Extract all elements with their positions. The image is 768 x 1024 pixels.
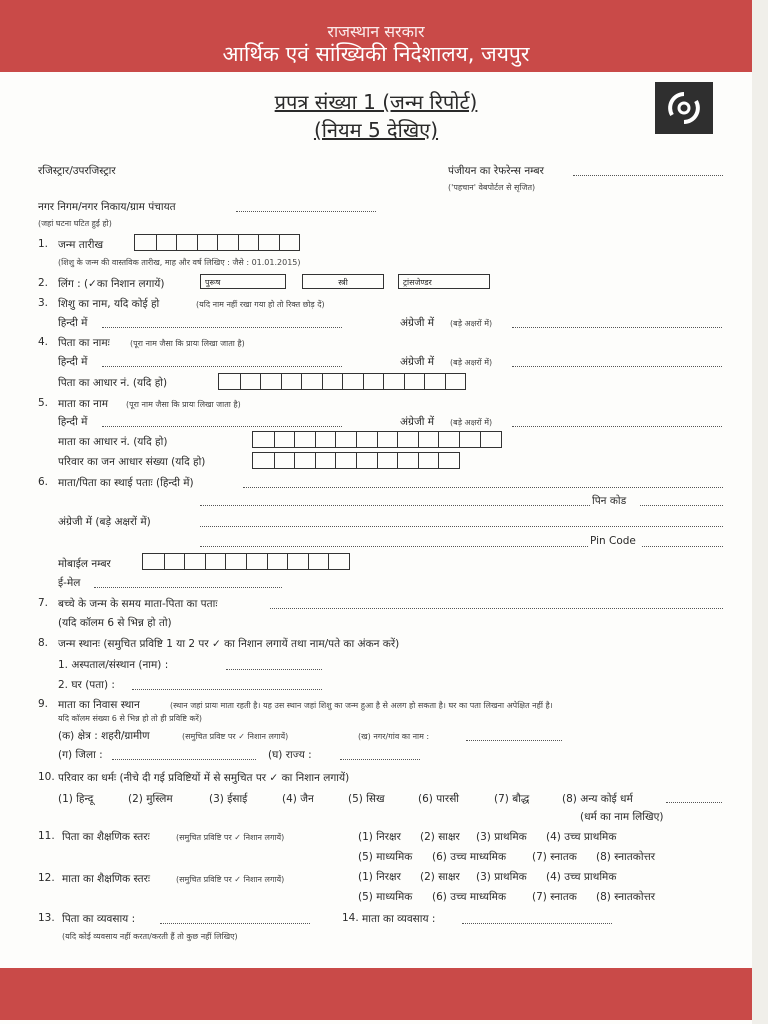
birth-date-note: (शिशु के जन्म की वास्तविक तारीख, माह और वर्ष लिखिए : जैसे : 01.01.2015) <box>58 258 301 267</box>
permanent-address-english-line1[interactable] <box>200 526 723 527</box>
state-field[interactable] <box>340 759 420 760</box>
mother-edu-literate[interactable]: (2) साक्षर <box>420 871 460 883</box>
district-label: (ग) जिला : <box>58 749 103 761</box>
email-label: ई-मेल <box>58 577 81 589</box>
area-note: (समुचित प्रविष्ट पर ✓ निशान लगायें) <box>182 732 289 741</box>
state-label: (घ) राज्य : <box>268 749 312 761</box>
father-education-note: (समुचित प्रविष्टि पर ✓ निशान लगायें) <box>176 833 285 842</box>
registrar-label: रजिस्ट्रार/उपरजिस्ट्रार <box>38 165 116 177</box>
reg-ref-note: ('पहचान' वेबपोर्टल से सृजित) <box>448 183 536 192</box>
mother-edu-secondary[interactable]: (5) माध्यमिक <box>358 891 413 903</box>
religion-label: परिवार का धर्मः (नीचे दी गई प्रविष्टियों में से समुचित पर ✓ का निशान लगायें) <box>58 772 350 784</box>
religion-option-other[interactable]: (8) अन्य कोई धर्म <box>562 793 633 805</box>
father-aadhaar-label: पिता का आधार नं. (यदि हो) <box>58 377 168 389</box>
religion-option-christian[interactable]: (3) ईसाई <box>209 793 248 805</box>
pin-code-english-field[interactable] <box>642 546 723 547</box>
mother-edu-illiterate[interactable]: (1) निरक्षर <box>358 871 401 883</box>
child-name-hindi-label: हिन्दी में <box>58 317 88 329</box>
town-village-field[interactable] <box>466 740 562 741</box>
jan-aadhaar-label: परिवार का जन आधार संख्या (यदि हो) <box>58 456 206 468</box>
father-name-hindi-label: हिन्दी में <box>58 356 88 368</box>
mother-edu-upper-primary[interactable]: (4) उच्च प्राथमिक <box>546 871 617 883</box>
permanent-address-english-label: अंग्रेजी में (बड़े अक्षरों में) <box>58 516 151 528</box>
q4-number: 4. <box>38 336 49 348</box>
religion-other-field[interactable] <box>666 802 722 803</box>
religion-option-hindu[interactable]: (1) हिन्दू <box>58 793 94 805</box>
religion-option-buddhist[interactable]: (7) बौद्ध <box>494 793 530 805</box>
child-name-note: (यदि नाम नहीं रखा गया हो तो रिक्त छोड़ दें) <box>196 300 325 309</box>
jan-aadhaar-boxes[interactable] <box>252 452 460 469</box>
father-occupation-label: पिता का व्यवसाय : <box>62 913 136 925</box>
mother-name-english-label: अंग्रेजी में <box>400 416 435 428</box>
father-edu-literate[interactable]: (2) साक्षर <box>420 831 460 843</box>
mother-name-english-field[interactable] <box>512 426 722 427</box>
footer-band <box>0 968 752 1020</box>
birth-place-home-option[interactable]: 2. घर (पता) : <box>58 679 115 691</box>
religion-option-parsi[interactable]: (6) पारसी <box>418 793 460 805</box>
birth-date-label: जन्म तारीख <box>58 239 104 251</box>
mother-edu-postgraduate[interactable]: (8) स्नातकोत्तर <box>596 891 656 903</box>
child-name-english-field[interactable] <box>512 327 722 328</box>
father-edu-secondary[interactable]: (5) माध्यमिक <box>358 851 413 863</box>
mother-occupation-label: माता का व्यवसाय : <box>362 913 436 925</box>
q6-number: 6. <box>38 476 49 488</box>
father-edu-higher-secondary[interactable]: (6) उच्च माध्यमिक <box>432 851 507 863</box>
address-at-birth-field[interactable] <box>270 608 723 609</box>
mother-name-english-note: (बड़े अक्षरों में) <box>450 418 493 427</box>
mother-aadhaar-label: माता का आधार नं. (यदि हो) <box>58 436 168 448</box>
form-title: प्रपत्र संख्या 1 (जन्म रिपोर्ट) <box>274 90 478 114</box>
permanent-address-hindi-line2[interactable] <box>200 505 590 506</box>
q5-number: 5. <box>38 397 49 409</box>
mother-residence-note2: यदि कॉलम संख्या 6 से भिन्न हो तो ही प्रविष्टि करें) <box>58 714 202 723</box>
father-edu-upper-primary[interactable]: (4) उच्च प्राथमिक <box>546 831 617 843</box>
q3-number: 3. <box>38 297 49 309</box>
father-edu-graduate[interactable]: (7) स्नातक <box>532 851 577 863</box>
mother-residence-label: माता का निवास स्थान <box>58 699 140 711</box>
q7-number: 7. <box>38 597 49 609</box>
father-aadhaar-boxes[interactable] <box>218 373 466 390</box>
mother-residence-note1: (स्थान जहां प्रायः माता रहती है। यह उस स्थान जहां शिशु का जन्म हुआ है से अलग हो सकता है। घर का पता लिखना अपेक्षित नहीं है। <box>170 701 553 710</box>
local-body-note: (जहां घटना घटित हुई हो) <box>38 219 112 228</box>
header-government: राजस्थान सरकार <box>327 22 425 41</box>
mother-edu-primary[interactable]: (3) प्राथमिक <box>476 871 527 883</box>
address-at-birth-note: (यदि कॉलम 6 से भिन्न हो तो) <box>58 617 172 629</box>
religion-other-note: (धर्म का नाम लिखिए) <box>580 811 664 823</box>
mother-name-hindi-label: हिन्दी में <box>58 416 88 428</box>
religion-option-muslim[interactable]: (2) मुस्लिम <box>128 793 173 805</box>
father-name-english-note: (बड़े अक्षरों में) <box>450 358 493 367</box>
form-rule-ref: (नियम 5 देखिए) <box>313 118 439 142</box>
father-name-note: (पूरा नाम जैसा कि प्रायः लिखा जाता है) <box>130 339 245 348</box>
birth-place-label: जन्म स्थानः (समुचित प्रविष्टि 1 या 2 पर ✓ का निशान लगायें तथा नाम/पते का अंकन करें) <box>58 638 400 650</box>
religion-option-jain[interactable]: (4) जैन <box>282 793 314 805</box>
father-name-hindi-field[interactable] <box>102 366 342 367</box>
q14-number: 14. <box>342 912 359 924</box>
q9-number: 9. <box>38 698 49 710</box>
reg-ref-field[interactable] <box>573 175 723 176</box>
department-logo-icon <box>655 82 713 134</box>
address-at-birth-label: बच्चे के जन्म के समय माता-पिता का पताः <box>58 598 218 610</box>
occupation-note: (यदि कोई व्यवसाय नहीं करता/करती हैं तो कुछ नहीं लिखिए) <box>62 932 238 941</box>
q10-number: 10. <box>38 771 55 783</box>
birth-date-boxes[interactable] <box>134 234 300 251</box>
child-name-english-note: (बड़े अक्षरों में) <box>450 319 493 328</box>
mobile-label: मोबाईल नम्बर <box>58 558 111 570</box>
father-occupation-field[interactable] <box>160 923 310 924</box>
mother-occupation-field[interactable] <box>462 923 612 924</box>
q11-number: 11. <box>38 830 55 842</box>
birth-place-home-field[interactable] <box>132 689 322 690</box>
pin-code-english-label: Pin Code <box>590 535 636 547</box>
father-name-english-field[interactable] <box>512 366 722 367</box>
father-edu-primary[interactable]: (3) प्राथमिक <box>476 831 527 843</box>
email-field[interactable] <box>94 587 282 588</box>
child-name-label: शिशु का नाम, यदि कोई हो <box>58 298 160 310</box>
reg-ref-label: पंजीयन का रेफरेन्स नम्बर <box>448 165 544 177</box>
child-name-hindi-field[interactable] <box>102 327 342 328</box>
mother-edu-graduate[interactable]: (7) स्नातक <box>532 891 577 903</box>
mother-education-note: (समुचित प्रविष्टि पर ✓ निशान लगायें) <box>176 875 285 884</box>
gender-male-option[interactable]: पुरूष <box>200 274 286 289</box>
mother-aadhaar-boxes[interactable] <box>252 431 502 448</box>
religion-option-sikh[interactable]: (5) सिख <box>348 793 385 805</box>
father-education-label: पिता का शैक्षणिक स्तरः <box>62 831 150 843</box>
birth-place-hospital-field[interactable] <box>226 669 322 670</box>
gender-label: लिंग : (✓का निशान लगायें) <box>58 278 165 290</box>
birth-place-hospital-option[interactable]: 1. अस्पताल/संस्थान (नाम) : <box>58 659 169 671</box>
mother-name-label: माता का नाम <box>58 398 108 410</box>
pin-code-hindi-label: पिन कोड <box>592 495 627 507</box>
child-name-english-label: अंग्रेजी में <box>400 317 435 329</box>
father-name-english-label: अंग्रेजी में <box>400 356 435 368</box>
gender-transgender-option[interactable]: ट्रांसजेण्डर <box>398 274 490 289</box>
town-village-label: (ख) नगर/गांव का नाम : <box>358 732 430 741</box>
father-edu-illiterate[interactable]: (1) निरक्षर <box>358 831 401 843</box>
q8-number: 8. <box>38 637 49 649</box>
local-body-field[interactable] <box>236 211 376 212</box>
q12-number: 12. <box>38 872 55 884</box>
pin-code-hindi-field[interactable] <box>640 505 723 506</box>
header-department: आर्थिक एवं सांख्यिकी निदेशालय, जयपुर <box>222 42 530 66</box>
page-edge <box>752 0 768 1024</box>
q13-number: 13. <box>38 912 55 924</box>
father-name-label: पिता का नामः <box>58 337 110 349</box>
mother-edu-higher-secondary[interactable]: (6) उच्च माध्यमिक <box>432 891 507 903</box>
gender-female-option[interactable]: स्त्री <box>302 274 384 289</box>
father-edu-postgraduate[interactable]: (8) स्नातकोत्तर <box>596 851 656 863</box>
district-field[interactable] <box>112 759 256 760</box>
mother-name-note: (पूरा नाम जैसा कि प्रायः लिखा जाता है) <box>126 400 241 409</box>
permanent-address-label: माता/पिता का स्थाई पताः (हिन्दी में) <box>58 477 194 489</box>
q1-number: 1. <box>38 238 49 250</box>
area-label: (क) क्षेत्र : शहरी/ग्रामीण <box>58 730 150 742</box>
mobile-boxes[interactable] <box>142 553 350 570</box>
local-body-label: नगर निगम/नगर निकाय/ग्राम पंचायत <box>38 201 176 213</box>
q2-number: 2. <box>38 277 49 289</box>
mother-education-label: माता का शैक्षणिक स्तरः <box>62 873 151 885</box>
permanent-address-hindi-line1[interactable] <box>243 487 723 488</box>
mother-name-hindi-field[interactable] <box>102 426 342 427</box>
permanent-address-english-line2[interactable] <box>200 546 588 547</box>
